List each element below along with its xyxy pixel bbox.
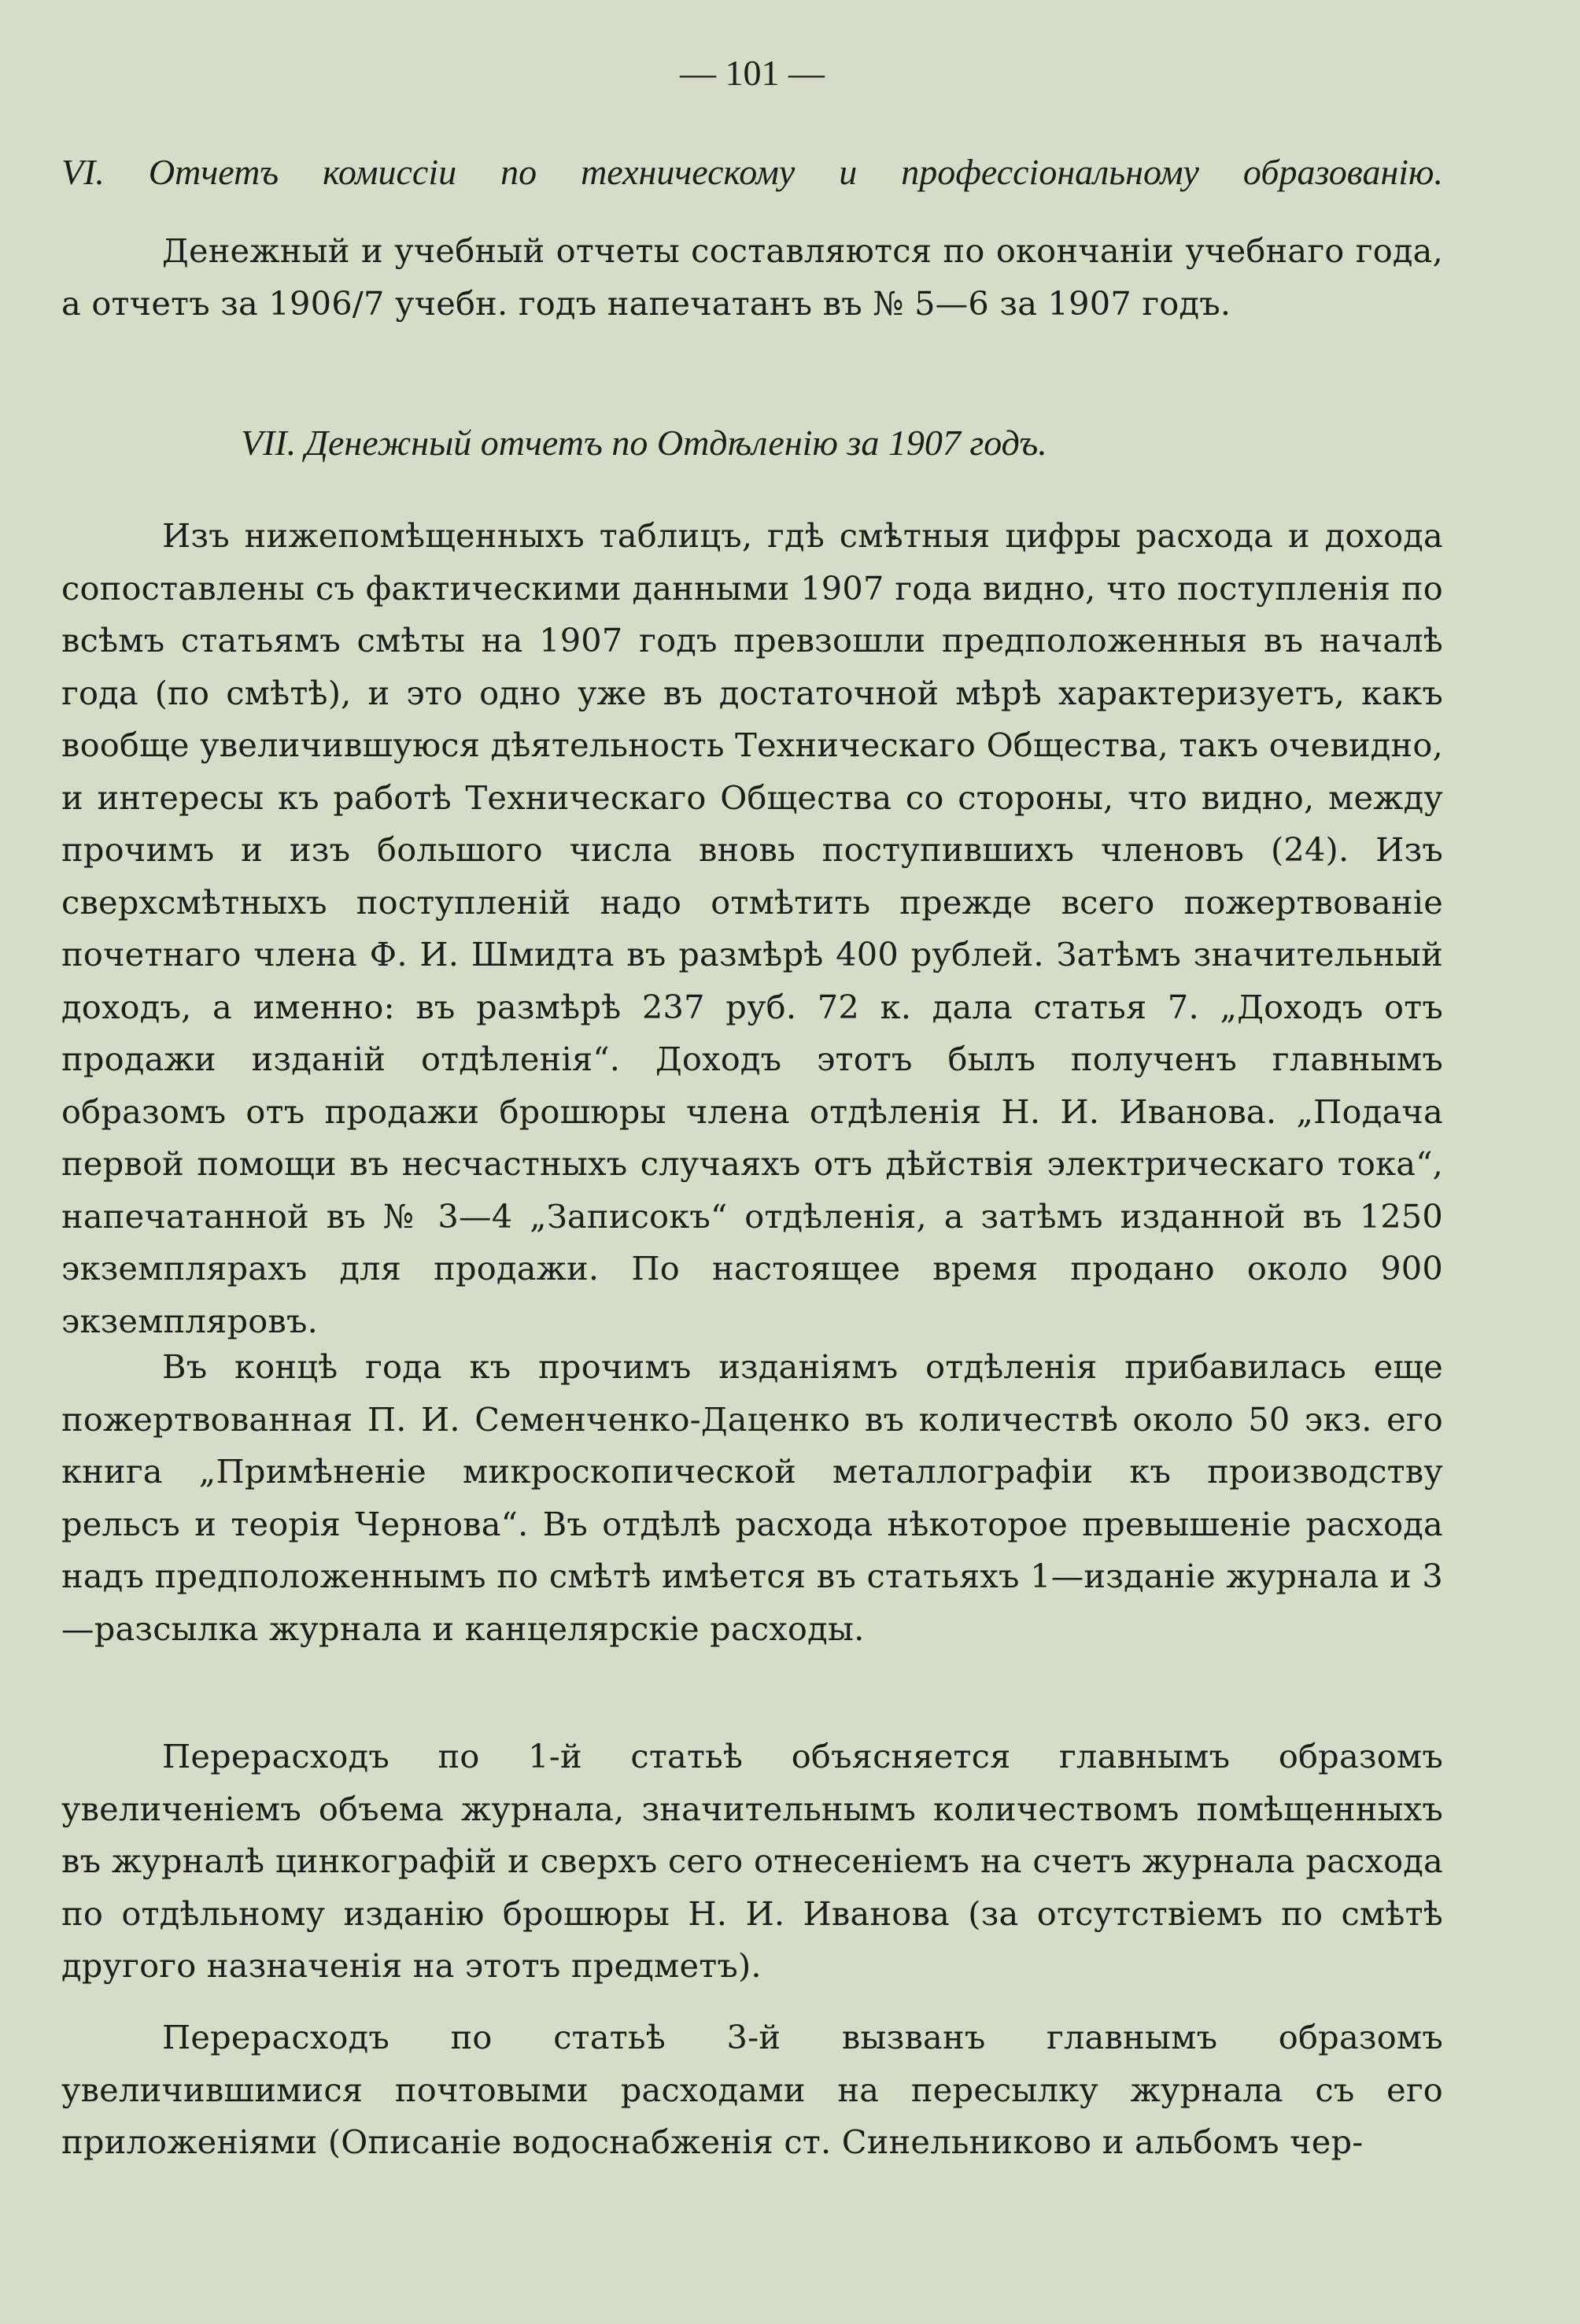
page-number: — 101 — <box>680 53 825 93</box>
paragraph-vii-1: Изъ нижепомѣщенныхъ таблицъ, гдѣ смѣтныя цифры расхода и дохода сопоставлены съ фактическими данными 1907 года видно, что поступленія по всѣмъ статьямъ смѣты на 1907 годъ превзошли предположенныя въ началѣ года (по смѣтѣ), и это одно уже въ достаточной мѣрѣ характеризуетъ, какъ вообще увеличившуюся дѣятельность Техническаго Общества, такъ очевидно, и интересы къ работѣ Техническаго Общества со стороны, что видно, между прочимъ и изъ большого числа вновь поступившихъ членовъ (24). Изъ сверхсмѣтныхъ поступленій надо отмѣтить прежде всего пожертвованіе почетнаго члена Ф. И. Шмидта въ размѣрѣ 400 рублей. Затѣмъ значительный доходъ, а именно: въ размѣрѣ 237 руб. 72 к. дала статья 7. „Доходъ отъ продажи изданій отдѣленія“. Доходъ этотъ былъ полученъ главнымъ образомъ отъ продажи брошюры члена отдѣленія Н. И. Иванова. „Подача первой помощи въ несчастныхъ случаяхъ отъ дѣйствія электрическаго тока“, напечатанной въ № 3—4 „Записокъ“ отдѣленія, а затѣмъ изданной въ 1250 экземплярахъ для продажи. По настоящее время продано около 900 экземпляровъ. <box>61 516 1443 1340</box>
document-page <box>61 55 1443 2274</box>
section-heading-vi: VI. Отчетъ комиссіи по техническому и профессіональному образованію. <box>61 152 1443 192</box>
paragraph-vii-4: Перерасходъ по статьѣ 3-й вызванъ главнымъ образомъ увеличившимися почтовыми расходами на пересылку журнала съ его приложеніями (Описаніе водоснабженія ст. Синельниково и альбомъ чер- <box>61 2018 1443 2161</box>
paragraph-vi: Денежный и учебный отчеты составляются по окончаніи учебнаго года, а отчетъ за 1906/7 учебн. годъ напечатанъ въ № 5—6 за 1907 годъ. <box>61 231 1443 323</box>
paragraph-vii-3: Перерасходъ по 1-й статьѣ объясняется главнымъ образомъ увеличеніемъ объема журнала, значительнымъ количествомъ помѣщенныхъ въ журналѣ цинкографій и сверхъ сего отнесеніемъ на счетъ журнала расхода по отдѣльному изданію брошюры Н. И. Иванова (за отсутствіемъ по смѣтѣ другого назначенія на этотъ предметъ). <box>61 1737 1443 1985</box>
paragraph-vii-2: Въ концѣ года къ прочимъ изданіямъ отдѣленія прибавилась еще пожертвованная П. И. Семенченко-Даценко въ количествѣ около 50 экз. его книга „Примѣненіе микроскопической металлографіи къ производству рельсъ и теорія Чернова“. Въ отдѣлѣ расхода нѣкоторое превышеніе расхода надъ предположеннымъ по смѣтѣ имѣется въ статьяхъ 1—изданіе журнала и 3—разсылка журнала и канцелярскіе расходы. <box>61 1347 1443 1648</box>
section-heading-vii: VII. Денежный отчетъ по Отдѣленію за 1907 годъ. <box>241 423 1047 463</box>
